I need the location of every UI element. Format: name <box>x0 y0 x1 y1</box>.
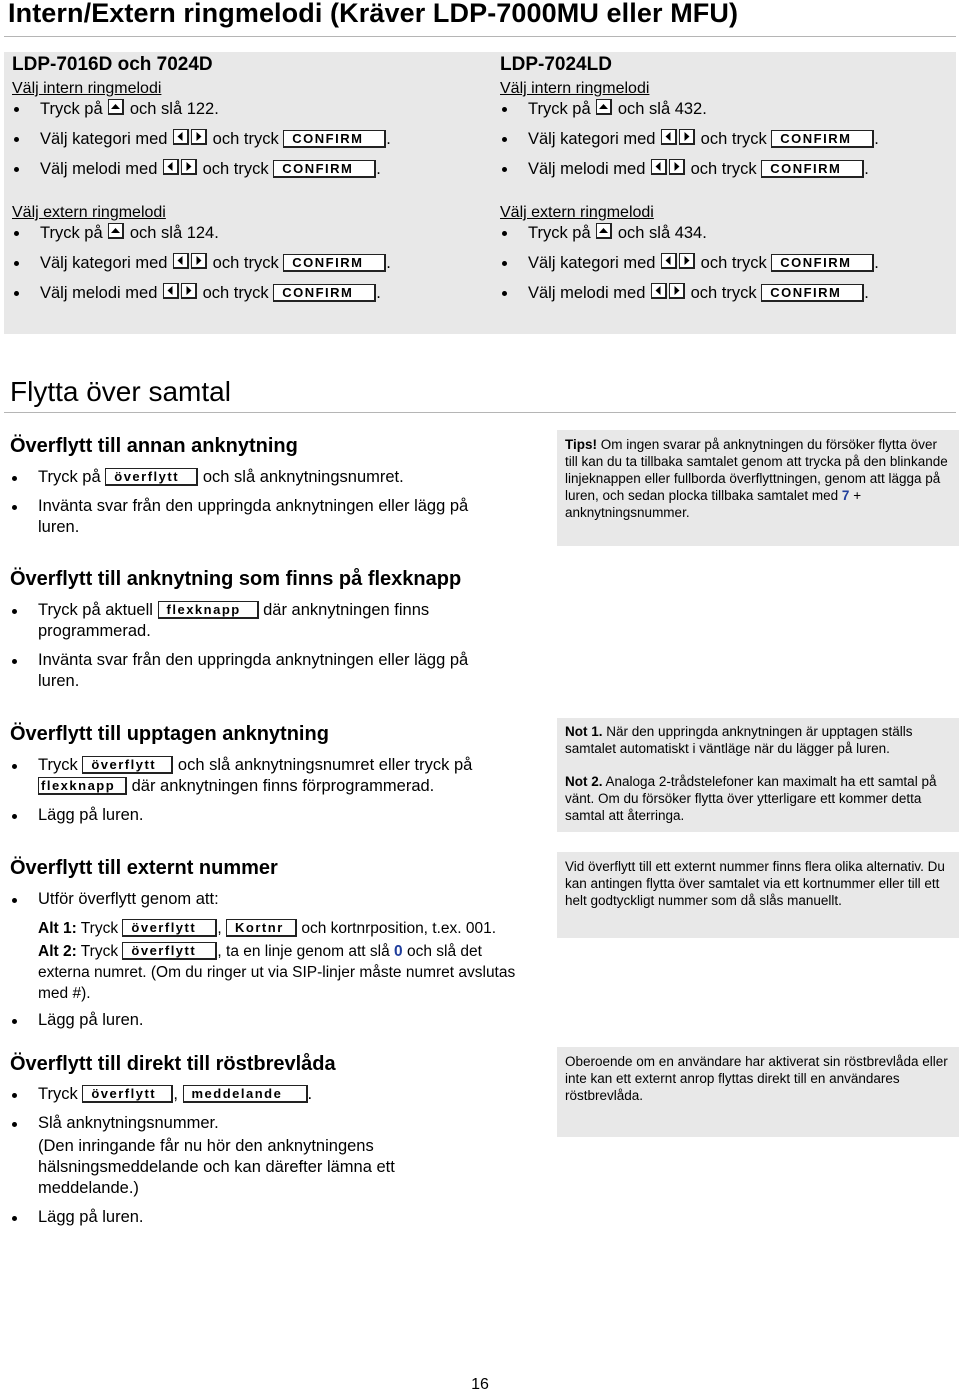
step-text: Tryck på <box>38 468 101 486</box>
step-text: och slå anknytningsnumret eller tryck på <box>177 756 473 774</box>
step-text: och tryck <box>700 130 767 148</box>
step-text: Utför överflytt genom att: <box>38 890 219 908</box>
period: . <box>874 130 879 148</box>
list-item <box>10 600 550 642</box>
list-item <box>12 128 482 150</box>
flexknapp-key: flexknapp <box>158 601 259 619</box>
right-arrow-key-icon <box>191 253 207 269</box>
step-text: där anknytningen finns förprogrammerad. <box>131 777 435 795</box>
note-text: Analoga 2-trådstelefoner kan maximalt ha ett samtal på vänt. Om du försöker flytta över ytterligare ett kommer detta samtal att återringa. <box>565 774 937 823</box>
step-text: Tryck på <box>40 100 103 118</box>
step-text: och slå 432. <box>617 100 707 118</box>
right-arrow-key-icon <box>669 159 685 175</box>
step-text: och tryck <box>700 254 767 272</box>
alt-label: Alt 2: <box>38 943 77 960</box>
confirm-key: CONFIRM <box>761 160 864 178</box>
step-text: Tryck <box>38 756 78 774</box>
left-arrow-key-icon <box>163 159 179 175</box>
s3-body <box>10 755 550 834</box>
step-text: Välj melodi med <box>40 284 158 302</box>
note-2 <box>565 773 951 824</box>
list-item <box>12 98 482 120</box>
step-text: och slå anknytningsnumret. <box>202 468 404 486</box>
step-text: Välj melodi med <box>528 160 646 178</box>
tip-number: 7 <box>841 488 850 503</box>
comma: , <box>173 1085 178 1103</box>
step-text: Lägg på luren. <box>38 1208 144 1226</box>
confirm-key: CONFIRM <box>771 254 874 272</box>
step-text: programmerad. <box>38 622 151 640</box>
period: . <box>874 254 879 272</box>
step-text: och slå 124. <box>129 224 219 242</box>
list-item <box>10 467 540 488</box>
list-item <box>10 805 550 826</box>
list-item <box>10 1207 555 1228</box>
section-rule <box>4 412 956 413</box>
note-label: Not 2. <box>565 774 603 789</box>
list-item <box>500 98 950 120</box>
tip-text: + anknytningsnummer. <box>565 488 862 520</box>
list-item <box>10 1084 555 1105</box>
step-text: Tryck på <box>40 224 103 242</box>
internal-heading-left: Välj intern ringmelodi <box>12 80 162 97</box>
step-text: och tryck <box>690 160 757 178</box>
section-heading-transfer: Flytta över samtal <box>10 376 231 407</box>
step-text: externa numret. (Om du ringer ut via SIP-linjer måste numret avslutas <box>38 964 516 981</box>
period: . <box>386 130 391 148</box>
up-arrow-key-icon <box>108 223 124 239</box>
note-label: Not 1. <box>565 724 603 739</box>
overflytt-key: överflytt <box>105 468 198 486</box>
s5-note <box>557 1047 959 1137</box>
note-text: När den uppringda anknytningen är upptagen ställs samtalet automatiskt i väntläge när du lägger på luren. <box>565 724 913 756</box>
step-text: (Den inringande får nu hör den anknytningens <box>38 1137 374 1155</box>
step-text: meddelande.) <box>38 1179 139 1197</box>
tip-note <box>557 430 959 546</box>
step-text: Slå anknytningsnummer. <box>38 1114 219 1132</box>
period: . <box>307 1085 313 1103</box>
s3-title: Överflytt till upptagen anknytning <box>10 723 329 745</box>
step-text: och tryck <box>690 284 757 302</box>
step-text: och tryck <box>212 254 279 272</box>
alt-label: Alt 1: <box>38 920 77 937</box>
confirm-key: CONFIRM <box>761 284 864 302</box>
tip-label: Tips! <box>565 437 598 452</box>
page-number: 16 <box>471 1376 489 1393</box>
period: . <box>864 160 869 178</box>
alternatives <box>10 918 555 1004</box>
list-item <box>10 755 550 797</box>
right-arrow-key-icon <box>191 129 207 145</box>
explanation <box>10 1136 555 1199</box>
notes-box <box>557 718 959 832</box>
note-1 <box>565 723 951 757</box>
list-item <box>500 128 950 150</box>
overflytt-key: överflytt <box>82 1085 173 1103</box>
right-arrow-key-icon <box>181 159 197 175</box>
list-item <box>10 1010 555 1031</box>
list-item <box>10 496 540 538</box>
model-right: LDP-7024LD <box>500 54 612 75</box>
right-arrow-key-icon <box>181 283 197 299</box>
s1-title: Överflytt till annan anknytning <box>10 435 298 457</box>
tip-text: Om ingen svarar på anknytningen du försöker flytta över till kan du ta tillbaka samtalet genom att trycka på den blinkande linjeknappen eller fullborda överflyttningen, genom att lägga på luren, och sedan plocka tillbaka samtalet med <box>565 437 948 503</box>
step-text: Välj melodi med <box>40 160 158 178</box>
up-arrow-key-icon <box>596 223 612 239</box>
model-left: LDP-7016D och 7024D <box>12 54 213 75</box>
list-item <box>12 282 482 304</box>
dial-digit: 0 <box>394 943 403 960</box>
external-heading-right: Välj extern ringmelodi <box>500 204 654 221</box>
step-text: Lägg på luren. <box>38 806 144 824</box>
s5-body <box>10 1084 555 1236</box>
step-text: luren. <box>38 518 80 536</box>
step-text: och slå 434. <box>617 224 707 242</box>
step-text: och kortnrposition, t.ex. 001. <box>301 920 497 937</box>
title-rule <box>4 36 956 37</box>
left-arrow-key-icon <box>651 159 667 175</box>
comma: , <box>217 920 222 937</box>
period: . <box>376 160 381 178</box>
ringtone-right-column <box>500 54 950 304</box>
overflytt-key: överflytt <box>122 942 217 960</box>
step-text: Tryck på <box>528 100 591 118</box>
note-text: Oberoende om en användare har aktiverat sin röstbrevlåda eller inte kan ett externt anrop flyttas direkt till en användares röstbrevlåda. <box>565 1054 948 1103</box>
meddelande-key: meddelande <box>183 1085 308 1103</box>
s2-title: Överflytt till anknytning som finns på flexknapp <box>10 568 462 590</box>
s4-body <box>10 889 555 1039</box>
flexknapp-key: flexknapp <box>38 777 127 795</box>
step-text: , ta en linje genom att slå <box>217 943 390 960</box>
confirm-key: CONFIRM <box>273 160 376 178</box>
period: . <box>376 284 381 302</box>
period: . <box>864 284 869 302</box>
list-item <box>500 252 950 274</box>
s5-title: Överflytt till direkt till röstbrevlåda <box>10 1053 336 1075</box>
confirm-key: CONFIRM <box>771 130 874 148</box>
up-arrow-key-icon <box>108 99 124 115</box>
list-item <box>12 158 482 180</box>
right-arrow-key-icon <box>669 283 685 299</box>
overflytt-key: överflytt <box>122 919 217 937</box>
note-text: Vid överflytt till ett externt nummer finns flera olika alternativ. Du kan antingen flytta över samtalet via ett kortnummer eller till ett helt godtyckligt nummer som då slås manuellt. <box>565 859 945 908</box>
overflytt-key: överflytt <box>82 756 173 774</box>
left-arrow-key-icon <box>651 283 667 299</box>
step-text: Välj kategori med <box>528 254 656 272</box>
step-text: och slå 122. <box>129 100 219 118</box>
period: . <box>386 254 391 272</box>
step-text: och slå det <box>406 943 482 960</box>
confirm-key: CONFIRM <box>283 130 386 148</box>
confirm-key: CONFIRM <box>273 284 376 302</box>
left-arrow-key-icon <box>173 129 189 145</box>
step-text: Tryck <box>38 1085 78 1103</box>
step-text: Välj kategori med <box>40 130 168 148</box>
internal-heading-right: Välj intern ringmelodi <box>500 80 650 97</box>
right-arrow-key-icon <box>679 129 695 145</box>
step-text: och tryck <box>202 160 269 178</box>
s4-note <box>557 852 959 938</box>
ringtone-left-column <box>12 54 482 304</box>
left-arrow-key-icon <box>173 253 189 269</box>
step-text: Tryck <box>80 920 119 937</box>
s1-body <box>10 467 540 546</box>
confirm-key: CONFIRM <box>283 254 386 272</box>
list-item <box>10 650 550 692</box>
list-item <box>12 252 482 274</box>
step-text: luren. <box>38 672 80 690</box>
right-arrow-key-icon <box>679 253 695 269</box>
list-item <box>500 282 950 304</box>
step-text: Välj melodi med <box>528 284 646 302</box>
list-item <box>10 1113 555 1134</box>
step-text: och tryck <box>212 130 279 148</box>
step-text: Tryck på aktuell <box>38 601 153 619</box>
step-text: Tryck på <box>528 224 591 242</box>
external-heading-left: Välj extern ringmelodi <box>12 204 166 221</box>
step-text: Välj kategori med <box>528 130 656 148</box>
step-text: Tryck <box>80 943 119 960</box>
kortnr-key: Kortnr <box>226 919 297 937</box>
list-item <box>500 222 950 244</box>
step-text: Invänta svar från den uppringda anknytningen eller lägg på <box>38 651 469 669</box>
list-item <box>10 889 555 910</box>
s4-title: Överflytt till externt nummer <box>10 857 278 879</box>
step-text: med #). <box>38 985 91 1002</box>
step-text: Välj kategori med <box>40 254 168 272</box>
step-text: hälsningsmeddelande och kan därefter lämna ett <box>38 1158 395 1176</box>
list-item <box>12 222 482 244</box>
s2-body <box>10 600 550 700</box>
left-arrow-key-icon <box>661 129 677 145</box>
step-text: där anknytningen finns <box>263 601 430 619</box>
list-item <box>500 158 950 180</box>
step-text: Lägg på luren. <box>38 1011 144 1029</box>
left-arrow-key-icon <box>661 253 677 269</box>
up-arrow-key-icon <box>596 99 612 115</box>
step-text: Invänta svar från den uppringda anknytningen eller lägg på <box>38 497 469 515</box>
left-arrow-key-icon <box>163 283 179 299</box>
page-title: Intern/Extern ringmelodi (Kräver LDP-7000MU eller MFU) <box>8 0 739 28</box>
step-text: och tryck <box>202 284 269 302</box>
